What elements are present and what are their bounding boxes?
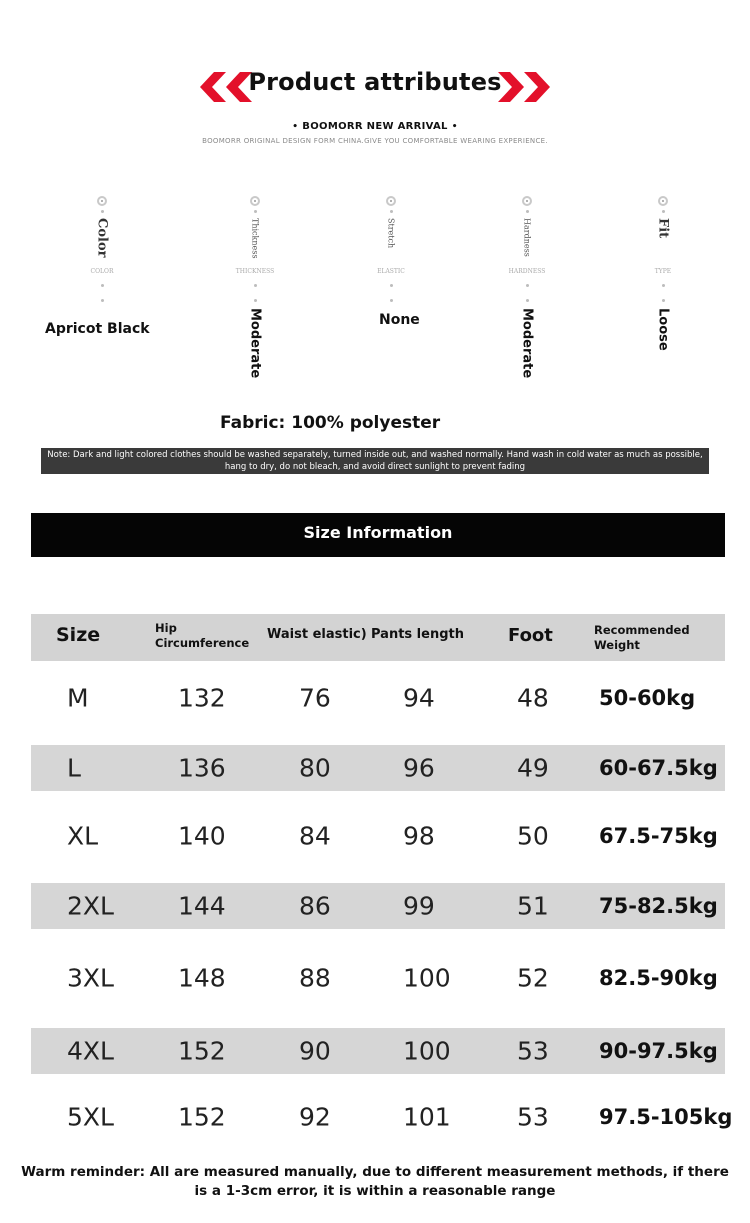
cell-pants: 100: [403, 1036, 451, 1066]
cell-pants: 94: [403, 683, 435, 713]
attribute-value-stretch: None: [379, 312, 420, 328]
cell-size: M: [67, 683, 89, 713]
cell-pants: 99: [403, 891, 435, 921]
attribute-value-hardness: Moderate: [519, 308, 535, 379]
table-row: [31, 955, 725, 1001]
cell-foot: 49: [517, 753, 549, 783]
attribute-hardness: [497, 196, 557, 386]
attribute-label: Hardness: [522, 218, 532, 257]
attribute-value-color: Apricot Black: [45, 321, 150, 337]
warm-reminder: Warm reminder: All are measured manually, due to different measurement methods, if there is a 1-3cm error, it is within a reasonable range: [21, 1164, 729, 1199]
cell-waist: 86: [299, 891, 331, 921]
attribute-stretch: [361, 196, 421, 316]
attribute-english: THICKNESS: [235, 268, 275, 275]
header-weight: Recommended Weight: [594, 623, 690, 652]
attribute-label: Color: [94, 218, 110, 258]
fabric-info: Fabric: 100% polyester: [220, 413, 441, 433]
table-row: [31, 813, 725, 859]
attribute-label: Thickness: [250, 218, 260, 259]
cell-hip: 152: [178, 1102, 226, 1132]
cell-weight: 75-82.5kg: [599, 894, 718, 918]
table-row: [31, 745, 725, 791]
attribute-english: COLOR: [90, 268, 114, 275]
brand-line: • BOOMORR NEW ARRIVAL •: [292, 121, 458, 132]
cell-size: L: [67, 753, 81, 783]
cell-pants: 96: [403, 753, 435, 783]
cell-waist: 92: [299, 1102, 331, 1132]
cell-foot: 52: [517, 963, 549, 993]
attribute-fit: [633, 196, 693, 361]
table-row: [31, 675, 725, 721]
ring-icon: [522, 196, 532, 206]
size-table-header: [31, 614, 725, 661]
cell-hip: 136: [178, 753, 226, 783]
ring-icon: [658, 196, 668, 206]
cell-hip: 132: [178, 683, 226, 713]
cell-weight: 67.5-75kg: [599, 824, 718, 848]
cell-waist: 88: [299, 963, 331, 993]
table-row: [31, 1094, 733, 1140]
attribute-label: Fit: [655, 218, 671, 239]
cell-hip: 140: [178, 821, 226, 851]
ring-icon: [386, 196, 396, 206]
title-row: [0, 62, 750, 112]
cell-foot: 53: [517, 1102, 549, 1132]
cell-size: 4XL: [67, 1036, 114, 1066]
table-row: [31, 1028, 725, 1074]
cell-hip: 144: [178, 891, 226, 921]
right-chevrons-icon: [498, 72, 558, 102]
header-pants: Pants length: [371, 627, 464, 642]
table-row: [31, 883, 725, 929]
header-foot: Foot: [508, 625, 553, 646]
cell-weight: 60-67.5kg: [599, 756, 718, 780]
attribute-english: ELASTIC: [377, 268, 405, 275]
cell-size: 2XL: [67, 891, 114, 921]
cell-waist: 80: [299, 753, 331, 783]
page-title: Product attributes: [248, 68, 502, 96]
cell-waist: 76: [299, 683, 331, 713]
cell-size: XL: [67, 821, 99, 851]
cell-weight: 50-60kg: [599, 686, 696, 710]
cell-weight: 90-97.5kg: [599, 1039, 718, 1063]
attribute-english: TYPE: [654, 268, 672, 275]
cell-foot: 48: [517, 683, 549, 713]
cell-waist: 90: [299, 1036, 331, 1066]
cell-pants: 100: [403, 963, 451, 993]
attribute-value-thickness: Moderate: [247, 308, 263, 379]
cell-foot: 53: [517, 1036, 549, 1066]
header-waist: Waist elastic): [267, 627, 367, 642]
cell-pants: 101: [403, 1102, 451, 1132]
attribute-value-fit: Loose: [655, 308, 671, 351]
header-hip: Hip Circumference: [155, 621, 250, 650]
ring-icon: [97, 196, 107, 206]
cell-hip: 148: [178, 963, 226, 993]
cell-foot: 51: [517, 891, 549, 921]
cell-hip: 152: [178, 1036, 226, 1066]
attribute-english: HARDNESS: [508, 268, 546, 275]
care-note: Note: Dark and light colored clothes should be washed separately, turned inside out, and washed normally. Hand wash in cold water as much as possible, hang to dry, do not bleach, and avoid direct sunlight to prevent fading: [41, 448, 709, 474]
cell-weight: 82.5-90kg: [599, 966, 718, 990]
brand-tagline: BOOMORR ORIGINAL DESIGN FORM CHINA.GIVE YOU COMFORTABLE WEARING EXPERIENCE.: [202, 137, 548, 145]
cell-foot: 50: [517, 821, 549, 851]
cell-size: 5XL: [67, 1102, 114, 1132]
cell-pants: 98: [403, 821, 435, 851]
ring-icon: [250, 196, 260, 206]
header-size: Size: [56, 624, 101, 646]
cell-size: 3XL: [67, 963, 114, 993]
cell-waist: 84: [299, 821, 331, 851]
attribute-thickness: [225, 196, 285, 386]
size-info-banner: Size Information: [31, 513, 725, 557]
cell-weight: 97.5-105kg: [599, 1105, 733, 1129]
attribute-label: Stretch: [386, 218, 396, 249]
